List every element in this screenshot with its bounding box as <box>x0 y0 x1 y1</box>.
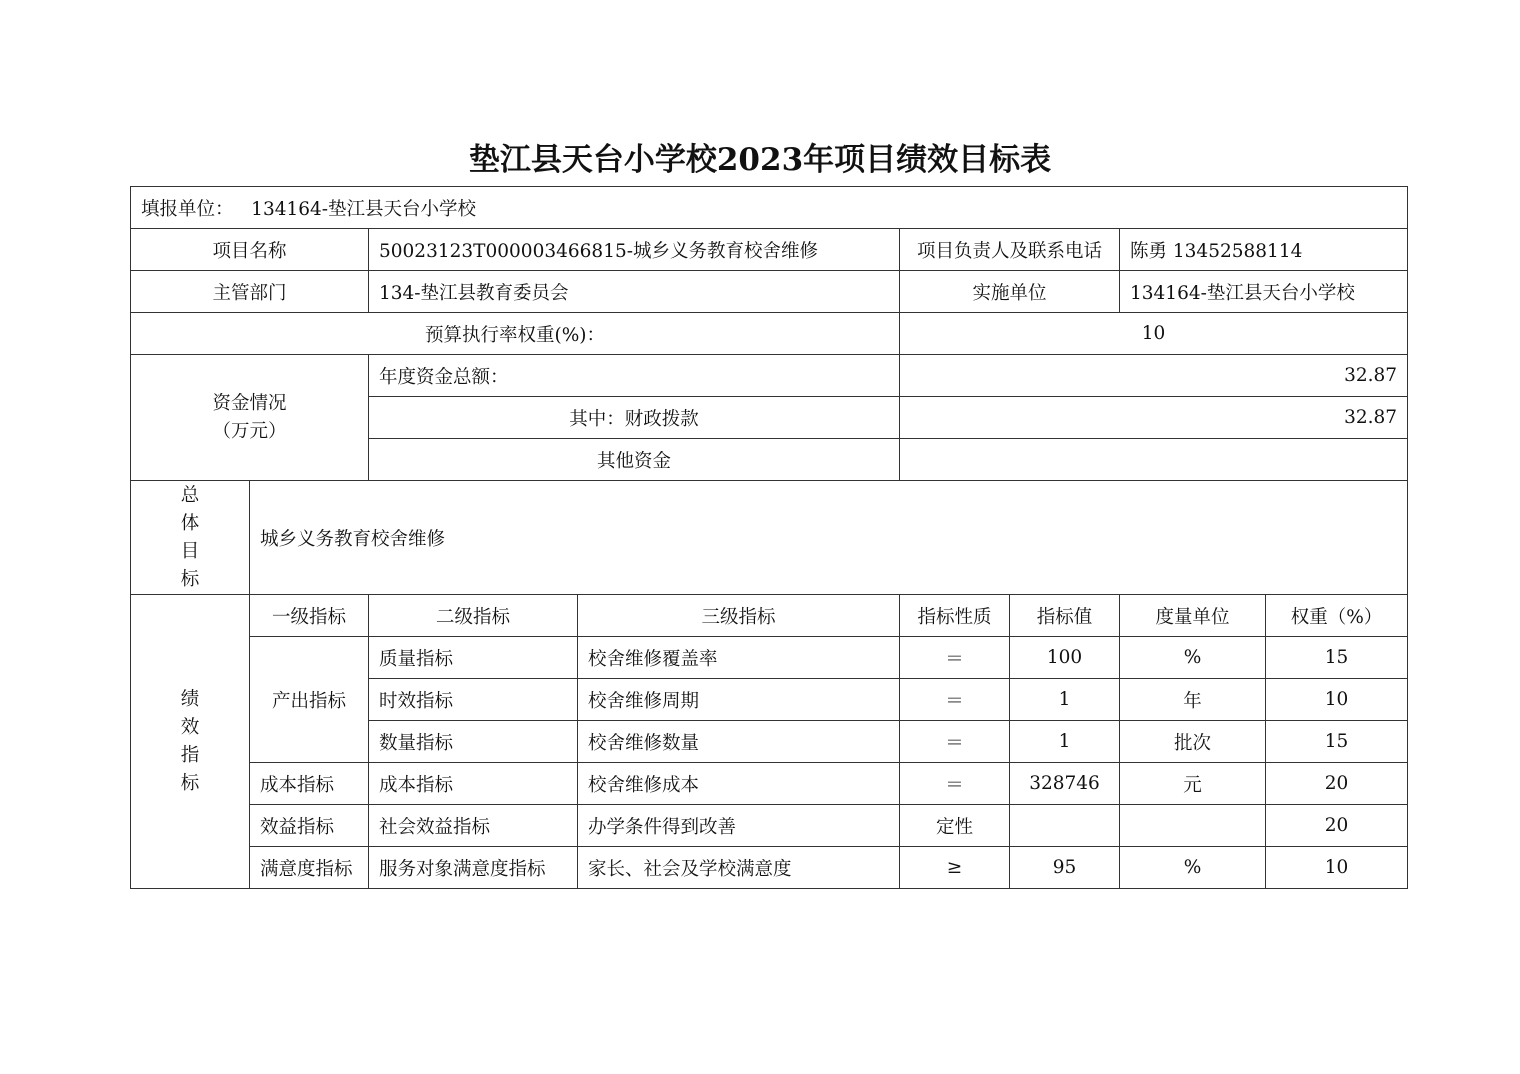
indicators-label <box>131 595 250 889</box>
budget-weight-value: 10 <box>900 313 1408 355</box>
level3-cell: 家长、社会及学校满意度 <box>578 847 900 889</box>
funds-label-line2: （万元） <box>212 420 287 442</box>
indicators-label-char: 标 <box>180 772 200 794</box>
level3-cell: 校舍维修成本 <box>578 763 900 805</box>
header-level3: 三级指标 <box>578 595 900 637</box>
goal-label-char: 总 <box>180 484 200 506</box>
table-row <box>131 805 1408 847</box>
value-cell: 95 <box>1010 847 1120 889</box>
impl-value: 134164-垫江县天台小学校 <box>1120 271 1408 313</box>
header-level1: 一级指标 <box>250 595 369 637</box>
unit-cell: % <box>1120 847 1266 889</box>
header-level2: 二级指标 <box>369 595 578 637</box>
nature-cell: ＝ <box>900 637 1010 679</box>
goal-text: 城乡义务教育校舍维修 <box>250 481 1408 595</box>
funds-total-value: 32.87 <box>900 355 1408 397</box>
level3-cell: 校舍维修周期 <box>578 679 900 721</box>
dept-label: 主管部门 <box>131 271 369 313</box>
level2-cell: 时效指标 <box>369 679 578 721</box>
unit-cell: % <box>1120 637 1266 679</box>
header-nature: 指标性质 <box>900 595 1010 637</box>
value-cell: 1 <box>1010 721 1120 763</box>
header-weight: 权重（%） <box>1266 595 1408 637</box>
goal-label <box>131 481 250 595</box>
indicators-label-char: 绩 <box>180 688 200 710</box>
level3-cell: 办学条件得到改善 <box>578 805 900 847</box>
weight-cell: 15 <box>1266 637 1408 679</box>
contact-value: 陈勇 13452588114 <box>1120 229 1408 271</box>
funds-fiscal-label: 其中：财政拨款 <box>369 397 900 439</box>
weight-cell: 20 <box>1266 763 1408 805</box>
nature-cell: 定性 <box>900 805 1010 847</box>
nature-cell: ＝ <box>900 763 1010 805</box>
level2-cell: 服务对象满意度指标 <box>369 847 578 889</box>
table-row <box>131 637 1408 679</box>
goal-label-char: 体 <box>180 512 200 534</box>
level3-cell: 校舍维修数量 <box>578 721 900 763</box>
dept-value: 134-垫江县教育委员会 <box>369 271 900 313</box>
weight-cell: 10 <box>1266 847 1408 889</box>
budget-weight-label: 预算执行率权重(%)： <box>131 313 900 355</box>
funds-label <box>131 355 369 481</box>
level2-cell: 社会效益指标 <box>369 805 578 847</box>
weight-cell: 10 <box>1266 679 1408 721</box>
funds-total-label: 年度资金总额： <box>369 355 900 397</box>
nature-cell: ＝ <box>900 679 1010 721</box>
value-cell: 328746 <box>1010 763 1120 805</box>
unit-cell: 年 <box>1120 679 1266 721</box>
output-indicator-label: 产出指标 <box>250 637 369 763</box>
nature-cell: ≥ <box>900 847 1010 889</box>
fill-unit-label: 填报单位： <box>141 198 234 220</box>
funds-label-line1: 资金情况 <box>212 392 287 414</box>
impl-label: 实施单位 <box>900 271 1120 313</box>
project-name-value: 50023123T000003466815-城乡义务教育校舍维修 <box>369 229 900 271</box>
indicators-label-char: 指 <box>180 744 200 766</box>
goal-label-char: 标 <box>180 568 200 590</box>
weight-cell: 20 <box>1266 805 1408 847</box>
level2-cell: 成本指标 <box>369 763 578 805</box>
level1-cell: 满意度指标 <box>250 847 369 889</box>
level2-cell: 质量指标 <box>369 637 578 679</box>
unit-cell <box>1120 805 1266 847</box>
level1-cell: 效益指标 <box>250 805 369 847</box>
performance-target-table <box>130 186 1408 889</box>
page-title: 垫江县天台小学校2023年项目绩效目标表 <box>468 142 1052 178</box>
funds-other-value <box>900 439 1408 481</box>
project-name-label: 项目名称 <box>131 229 369 271</box>
header-value: 指标值 <box>1010 595 1120 637</box>
header-unit: 度量单位 <box>1120 595 1266 637</box>
nature-cell: ＝ <box>900 721 1010 763</box>
unit-cell: 元 <box>1120 763 1266 805</box>
value-cell: 100 <box>1010 637 1120 679</box>
fill-unit-value: 134164-垫江县天台小学校 <box>251 198 477 220</box>
value-cell: 1 <box>1010 679 1120 721</box>
value-cell <box>1010 805 1120 847</box>
table-row <box>131 847 1408 889</box>
level3-cell: 校舍维修覆盖率 <box>578 637 900 679</box>
level2-cell: 数量指标 <box>369 721 578 763</box>
weight-cell: 15 <box>1266 721 1408 763</box>
funds-fiscal-value: 32.87 <box>900 397 1408 439</box>
table-row <box>131 763 1408 805</box>
fill-unit-cell <box>131 187 1408 229</box>
goal-label-char: 目 <box>180 540 200 562</box>
level1-cell: 成本指标 <box>250 763 369 805</box>
funds-other-label: 其他资金 <box>369 439 900 481</box>
unit-cell: 批次 <box>1120 721 1266 763</box>
indicators-label-char: 效 <box>180 716 200 738</box>
contact-label: 项目负责人及联系电话 <box>900 229 1120 271</box>
